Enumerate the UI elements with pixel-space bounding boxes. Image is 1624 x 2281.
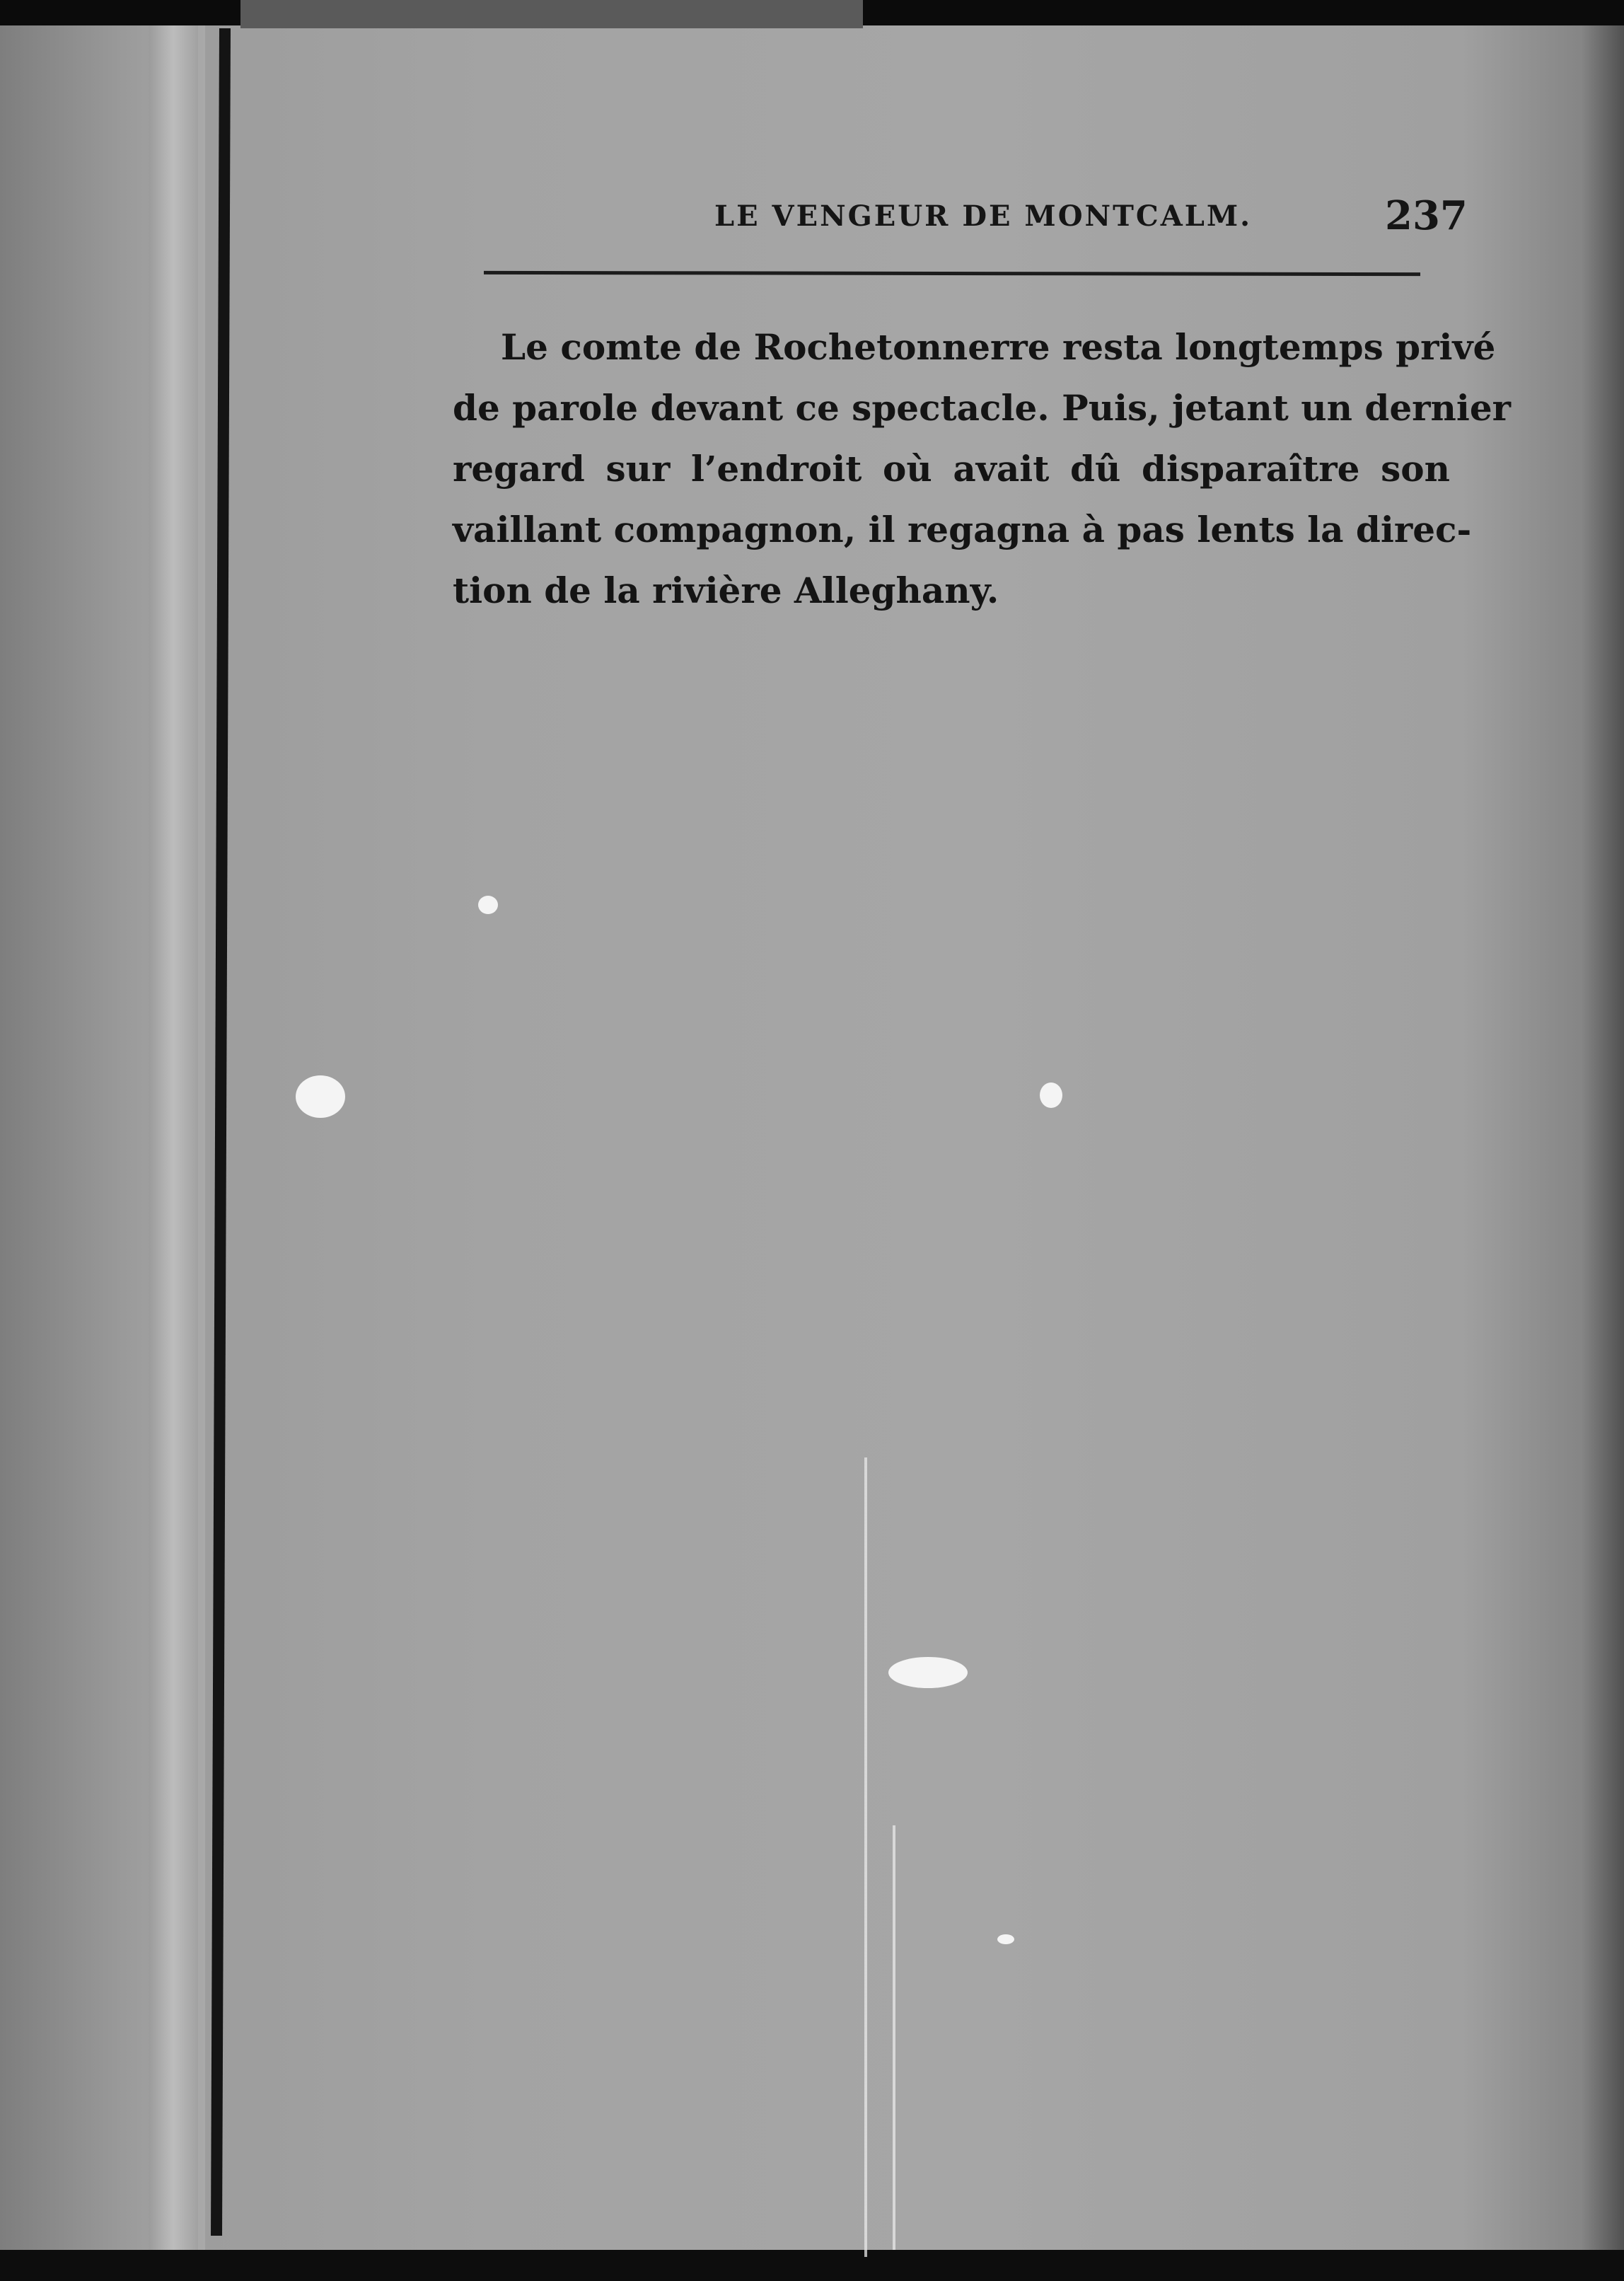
paper-blemish	[997, 1934, 1014, 1944]
paragraph-line: tion de la rivière Alleghany.	[453, 570, 999, 611]
page-fold	[149, 21, 198, 2250]
paper-blemish	[478, 896, 498, 914]
paper-blemish	[888, 1657, 968, 1688]
page-number: 237	[1385, 192, 1468, 239]
paragraph-line: de parole devant ce spectacle. Puis, jetant un dernier	[453, 387, 1511, 429]
top-scan-edge	[0, 0, 1624, 25]
paragraph-line: vaillant compagnon, il regagna à pas lents la direc-	[453, 509, 1472, 550]
paper-scratch	[864, 1457, 867, 2257]
paper-blemish	[296, 1075, 345, 1118]
paragraph-line: Le comte de Rochetonnerre resta longtemps privé	[501, 326, 1496, 368]
bottom-scan-edge	[0, 2250, 1624, 2281]
right-edge-shadow	[1582, 21, 1624, 2250]
paper-scratch	[893, 1825, 895, 2250]
paper-blemish	[1040, 1082, 1062, 1108]
running-head: LE VENGEUR DE MONTCALM.	[714, 200, 1253, 233]
paragraph-line: regard sur l’endroit où avait dû disparaître son	[453, 448, 1450, 490]
paragraph	[453, 317, 1511, 621]
